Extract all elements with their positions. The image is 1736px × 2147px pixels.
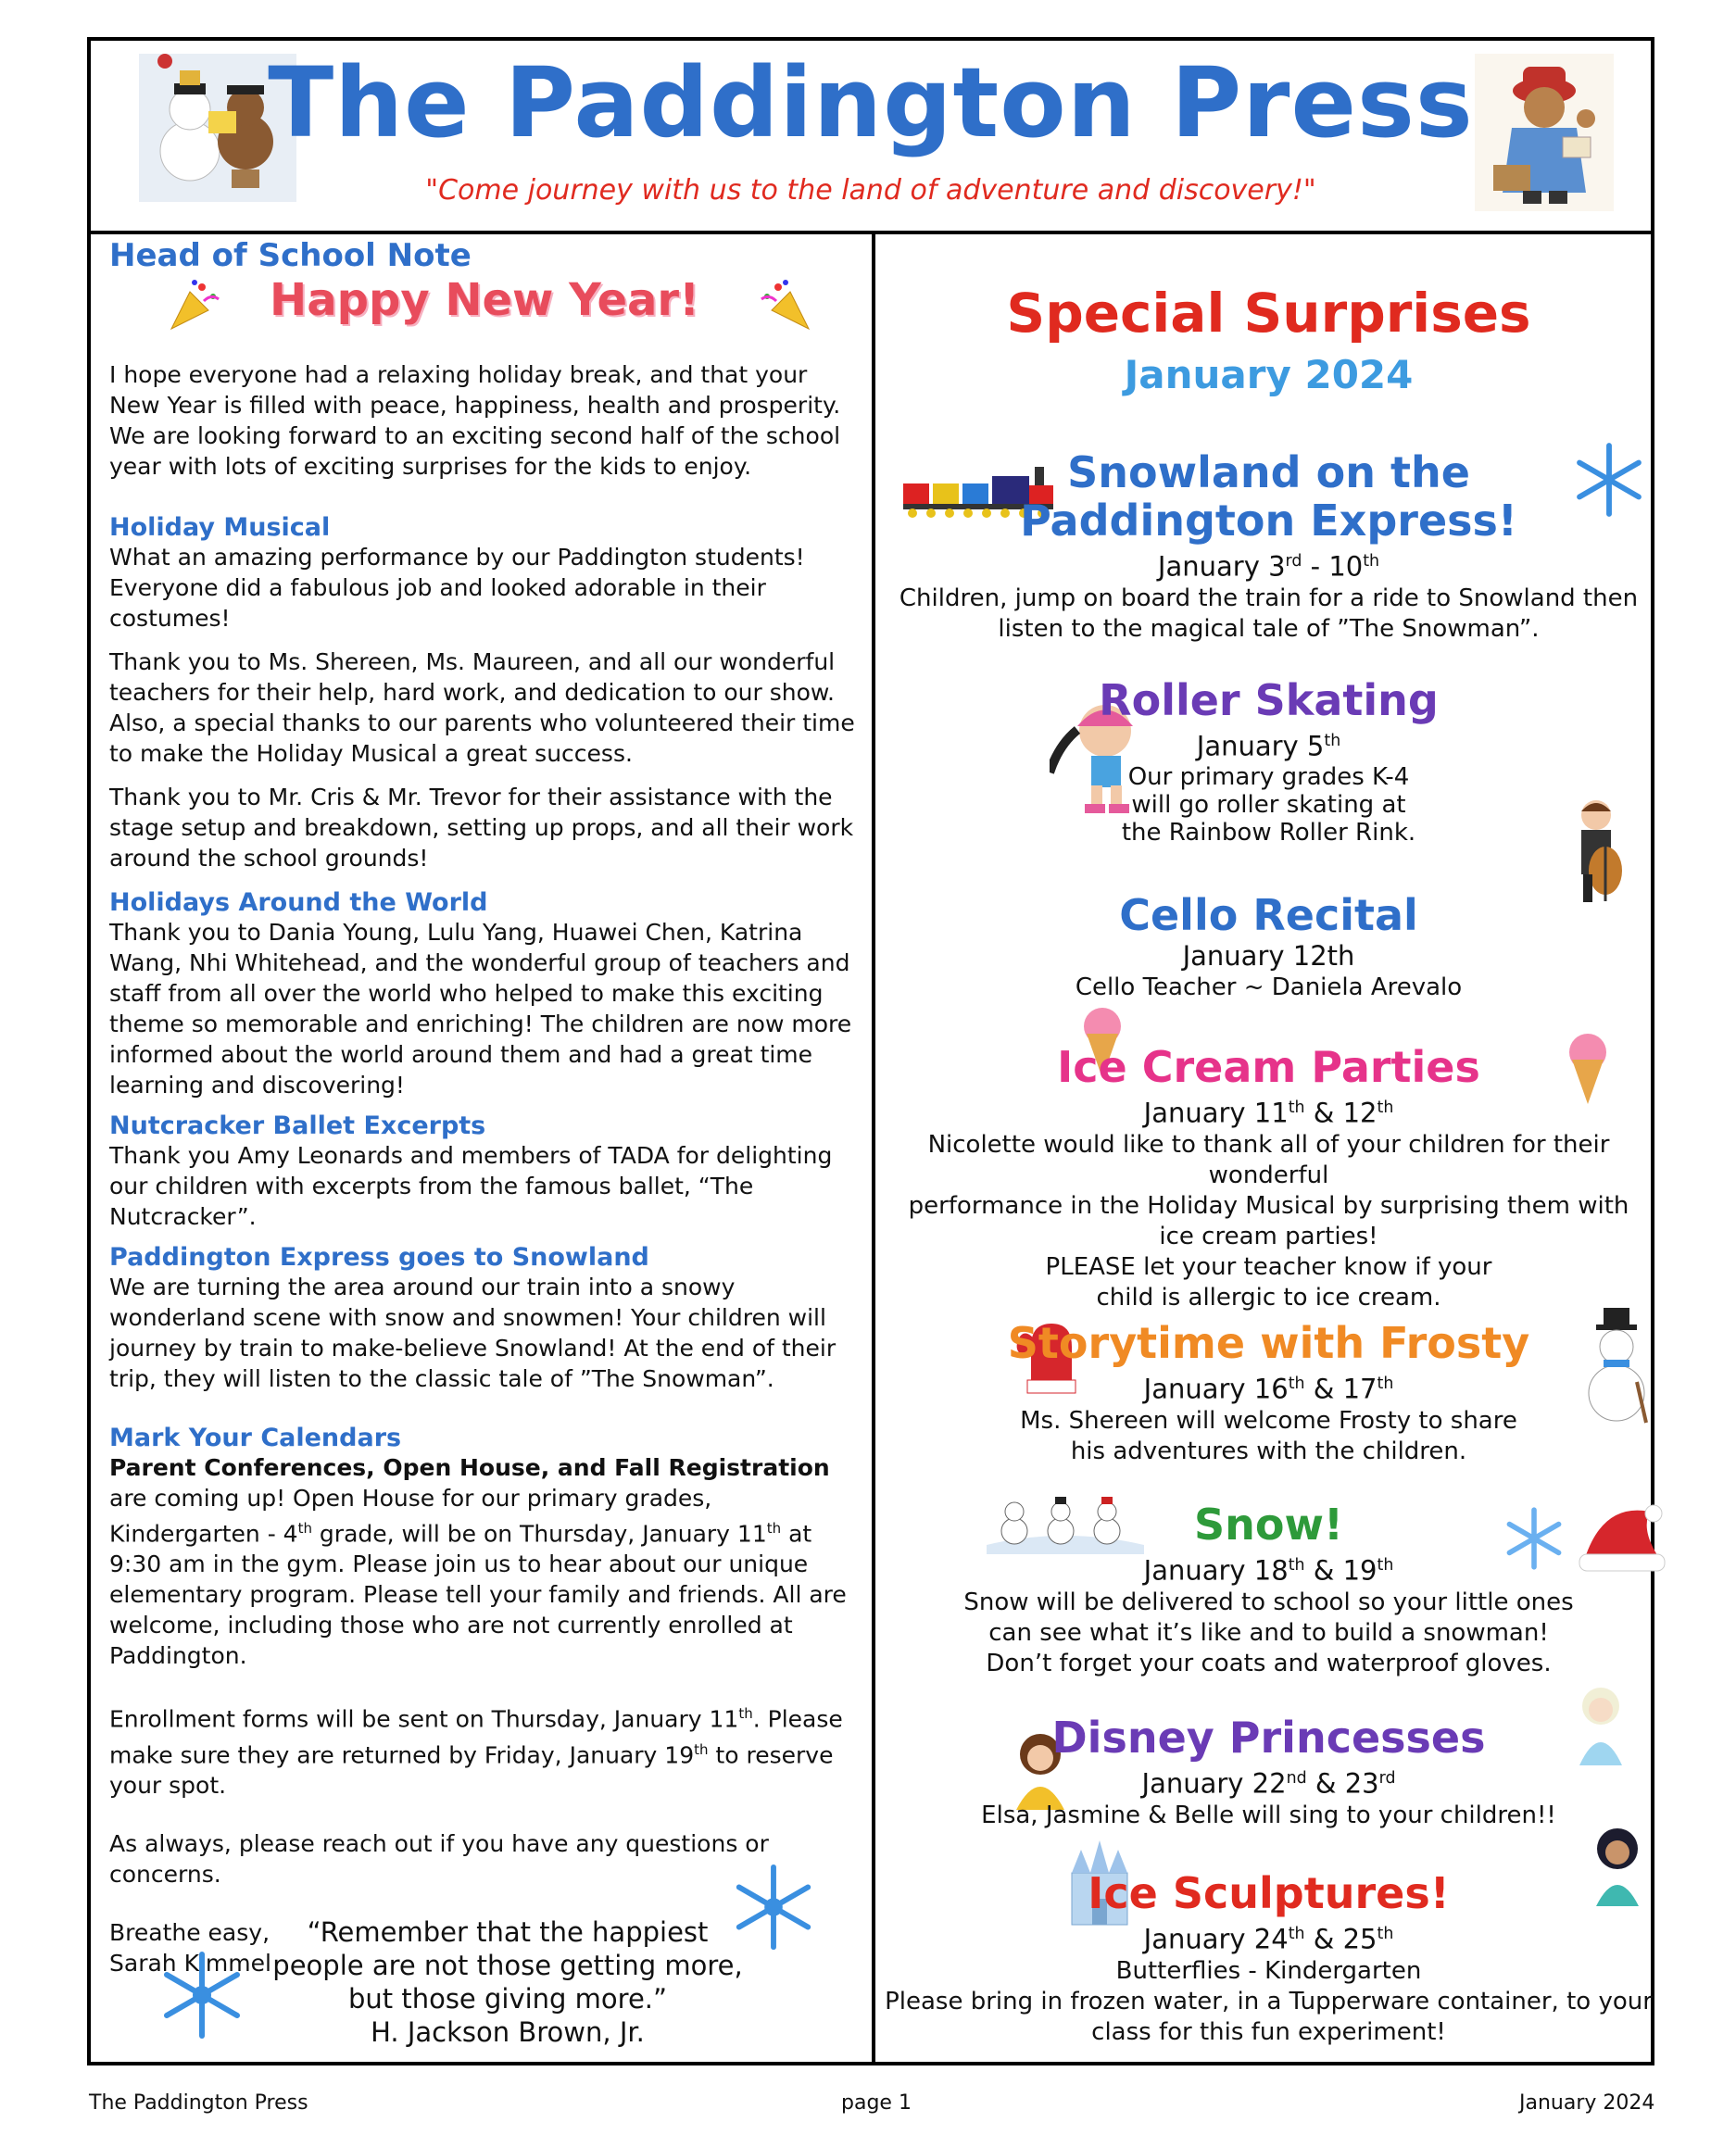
event-date-text: January 16 [1143, 1373, 1289, 1405]
event-date [883, 1091, 1654, 1130]
event-title: Storytime with Frosty [1007, 1318, 1530, 1368]
footer-page-number: page 1 [841, 2091, 912, 2115]
event-date-text: & 19 [1304, 1554, 1377, 1587]
event-roller-skating [883, 676, 1654, 847]
party-popper-icon [758, 278, 813, 333]
event-title: Cello Recital [1119, 890, 1418, 940]
special-surprises-header [883, 283, 1654, 397]
event-description: Our primary grades K-4 [1127, 762, 1410, 791]
event-date [883, 545, 1654, 584]
event-date-text: - 10 [1302, 550, 1364, 583]
event-description: PLEASE let your teacher know if your [1045, 1252, 1492, 1281]
ordinal-suffix: th [694, 1740, 709, 1758]
quote-line: people are not those getting more, [272, 1950, 743, 1981]
event-date-text: January 5 [1196, 730, 1325, 762]
calendar-paragraph [109, 1452, 860, 1671]
event-date [883, 1917, 1654, 1956]
nutcracker-paragraph: Thank you Amy Leonards and members of TADA for delighting our children with excerpts from the famous ballet, “The Nutcracker”. [109, 1142, 833, 1230]
enrollment-paragraph [109, 1699, 860, 1801]
event-storytime-frosty [883, 1319, 1654, 1467]
holidays-world-heading: Holidays Around the World [109, 888, 488, 917]
event-date [883, 1762, 1654, 1801]
ordinal-suffix: th [1377, 1556, 1394, 1575]
holidays-world-paragraph: Thank you to Dania Young, Lulu Yang, Huawei Chen, Katrina Wang, Nhi Whitehead, and the wonderful group of teachers and staff from all over the world who helped to make this exciting theme so memorable and enriching! The children are now more informed about the world around them and had a great time learning and discovering! [109, 919, 852, 1099]
event-description: Nicolette would like to thank all of your children for their wonderful [927, 1130, 1610, 1189]
event-description: child is allergic to ice cream. [1096, 1283, 1441, 1312]
ordinal-suffix: th [1288, 1375, 1305, 1393]
event-title: Roller Skating [1099, 675, 1439, 725]
ordinal-suffix: th [738, 1705, 753, 1723]
calendar-text: are coming up! Open House for our primary grades, Kindergarten - 4 [109, 1485, 712, 1548]
newsletter-title: The Paddington Press [268, 46, 1474, 159]
event-date-text: & 12 [1304, 1097, 1377, 1129]
quote-line: “Remember that the happiest [307, 1916, 709, 1948]
happy-new-year-banner: Happy New Year! [270, 274, 699, 326]
enrollment-text: . Please make sure they are returned by Friday, January 19 [109, 1705, 843, 1768]
event-description: Ms. Shereen will welcome Frosty to share [1020, 1406, 1517, 1435]
event-snow [883, 1500, 1654, 1679]
event-disney-princesses [883, 1714, 1654, 1831]
event-title: Ice Cream Parties [1057, 1042, 1480, 1092]
event-description: his adventures with the children. [1070, 1437, 1467, 1465]
event-title: Ice Sculptures! [1088, 1868, 1450, 1918]
ordinal-suffix: rd [1378, 1769, 1396, 1788]
newsletter-page [87, 37, 1654, 2065]
closing-paragraph: As always, please reach out if you have any questions or concerns. [109, 1829, 769, 1888]
event-description: the Rainbow Roller Rink. [1121, 818, 1416, 847]
event-date-text: January 11 [1143, 1097, 1289, 1129]
event-date [883, 1549, 1654, 1588]
snowland-paragraph: We are turning the area around our train into a snowy wonderland scene with snow and snowmen! Your children will journey by train to make-believe Snowland! At the end of their trip, they will listen to the classic tale of ”The Snowman”. [109, 1274, 837, 1392]
event-description: performance in the Holiday Musical by surprising them with [908, 1191, 1629, 1220]
holiday-musical-paragraph: Thank you to Ms. Shereen, Ms. Maureen, and all our wonderful teachers for their help, hard work, and dedication to our show. Also, a special thanks to our parents who volunteered their time to make the Holiday Musical a great success. [109, 648, 855, 767]
ordinal-suffix: th [1377, 1099, 1394, 1117]
event-date-text: January 22 [1141, 1767, 1287, 1800]
nutcracker-heading: Nutcracker Ballet Excerpts [109, 1111, 486, 1140]
holiday-musical-paragraph: What an amazing performance by our Paddington students! Everyone did a fabulous job and looked adorable in their costumes! [109, 544, 805, 632]
event-date-text: & 25 [1304, 1923, 1377, 1955]
event-ice-sculptures [883, 1869, 1654, 2048]
special-surprises-title: Special Surprises [1006, 282, 1531, 345]
event-date: January 12th [1182, 940, 1355, 972]
event-description: Snow will be delivered to school so your little ones [963, 1588, 1574, 1616]
event-date [883, 1367, 1654, 1406]
calendar-bold-text: , [366, 1454, 384, 1481]
ordinal-suffix: th [1377, 1375, 1394, 1393]
event-date [883, 724, 1654, 763]
event-description: Children, jump on board the train for a ride to Snowland then listen to the magical tale of ”The Snowman”. [899, 584, 1639, 643]
holiday-musical-paragraph: Thank you to Mr. Cris & Mr. Trevor for their assistance with the stage setup and breakdown, setting up props, and all their work around the school grounds! [109, 784, 854, 872]
inspirational-quote [258, 1915, 758, 2049]
event-title: Snowland on the [1067, 447, 1470, 497]
event-description: Elsa, Jasmine & Belle will sing to your children!! [981, 1801, 1556, 1829]
snowland-heading: Paddington Express goes to Snowland [109, 1243, 649, 1272]
event-description: Please bring in frozen water, in a Tupperware container, to your [885, 1987, 1653, 2015]
event-date-text: January 3 [1157, 550, 1286, 583]
ordinal-suffix: rd [1285, 552, 1302, 571]
event-title: Paddington Express! [1020, 496, 1517, 546]
masthead [91, 41, 1651, 234]
event-snowland-express [883, 448, 1654, 645]
calendar-text: at 9:30 am in the gym. Please join us to hear about our unique elementary program. Please tell your family and friends. All are welcome, including those who are not currently enrolled at Paddington. [109, 1520, 847, 1670]
ordinal-suffix: th [1363, 552, 1380, 571]
calendar-text: grade, will be on Thursday, January 11 [311, 1520, 767, 1548]
event-date-text: January 24 [1143, 1923, 1289, 1955]
ordinal-suffix: th [766, 1520, 782, 1537]
ordinal-suffix: th [1288, 1099, 1305, 1117]
event-cello-recital [883, 891, 1654, 1003]
head-of-school-note [109, 235, 860, 1978]
section-heading: Head of School Note [109, 237, 472, 274]
footer-date: January 2024 [1519, 2091, 1655, 2115]
enrollment-text: Enrollment forms will be sent on Thursday, January 11 [109, 1705, 739, 1733]
ordinal-suffix: th [1324, 732, 1341, 750]
footer-left: The Paddington Press [89, 2091, 308, 2115]
quote-line: but those giving more.” [347, 1983, 668, 2015]
ordinal-suffix: th [1377, 1925, 1394, 1943]
event-description: class for this fun experiment! [1091, 2017, 1446, 2046]
intro-paragraph: I hope everyone had a relaxing holiday break, and that your New Year is filled with peace, happiness, health and prosperity. We are looking forward to an exciting second half of the school year with lots of exciting surprises for the kids to enjoy. [109, 361, 841, 480]
ordinal-suffix: th [1288, 1925, 1305, 1943]
newsletter-tagline: "Come journey with us to the land of adventure and discovery!" [425, 174, 1316, 207]
cellist-icon [1561, 795, 1635, 906]
event-title: Disney Princesses [1051, 1713, 1486, 1763]
snowflake-icon [156, 1949, 248, 2041]
quote-author: H. Jackson Brown, Jr. [371, 2016, 645, 2048]
ordinal-suffix: th [1288, 1556, 1305, 1575]
event-ice-cream-parties [883, 1043, 1654, 1313]
ordinal-suffix: th [297, 1520, 312, 1537]
ordinal-suffix: nd [1286, 1769, 1307, 1788]
calendar-bold-text: Parent Conferences [109, 1454, 367, 1481]
month-label: January 2024 [1124, 352, 1414, 397]
event-description: ice cream parties! [1159, 1222, 1378, 1250]
signature-name: Sarah Kimmel [109, 1949, 271, 1977]
event-description: Don’t forget your coats and waterproof gloves. [986, 1649, 1552, 1677]
signoff: Breathe easy, [109, 1918, 270, 1946]
event-date-text: & 23 [1306, 1767, 1379, 1800]
event-date-text: January 18 [1143, 1554, 1289, 1587]
calendar-bold-text: , and [540, 1454, 615, 1481]
paddington-bear-illustration [1475, 54, 1614, 211]
event-description: Butterflies - Kindergarten [1115, 1956, 1422, 1985]
column-divider [872, 231, 875, 2065]
event-date-text: & 17 [1304, 1373, 1377, 1405]
calendar-bold-text: Fall Registration [614, 1454, 830, 1481]
event-description: Cello Teacher ~ Daniela Arevalo [1075, 973, 1463, 1001]
event-description: can see what it’s like and to build a snowman! [988, 1618, 1549, 1647]
event-description: will go roller skating at [1131, 790, 1406, 819]
enrollment-text: to reserve your spot. [109, 1740, 834, 1799]
calendar-heading: Mark Your Calendars [109, 1424, 402, 1452]
event-title: Snow! [1194, 1500, 1343, 1550]
holiday-musical-heading: Holiday Musical [109, 513, 331, 542]
calendar-bold-text: Open House [383, 1454, 541, 1481]
